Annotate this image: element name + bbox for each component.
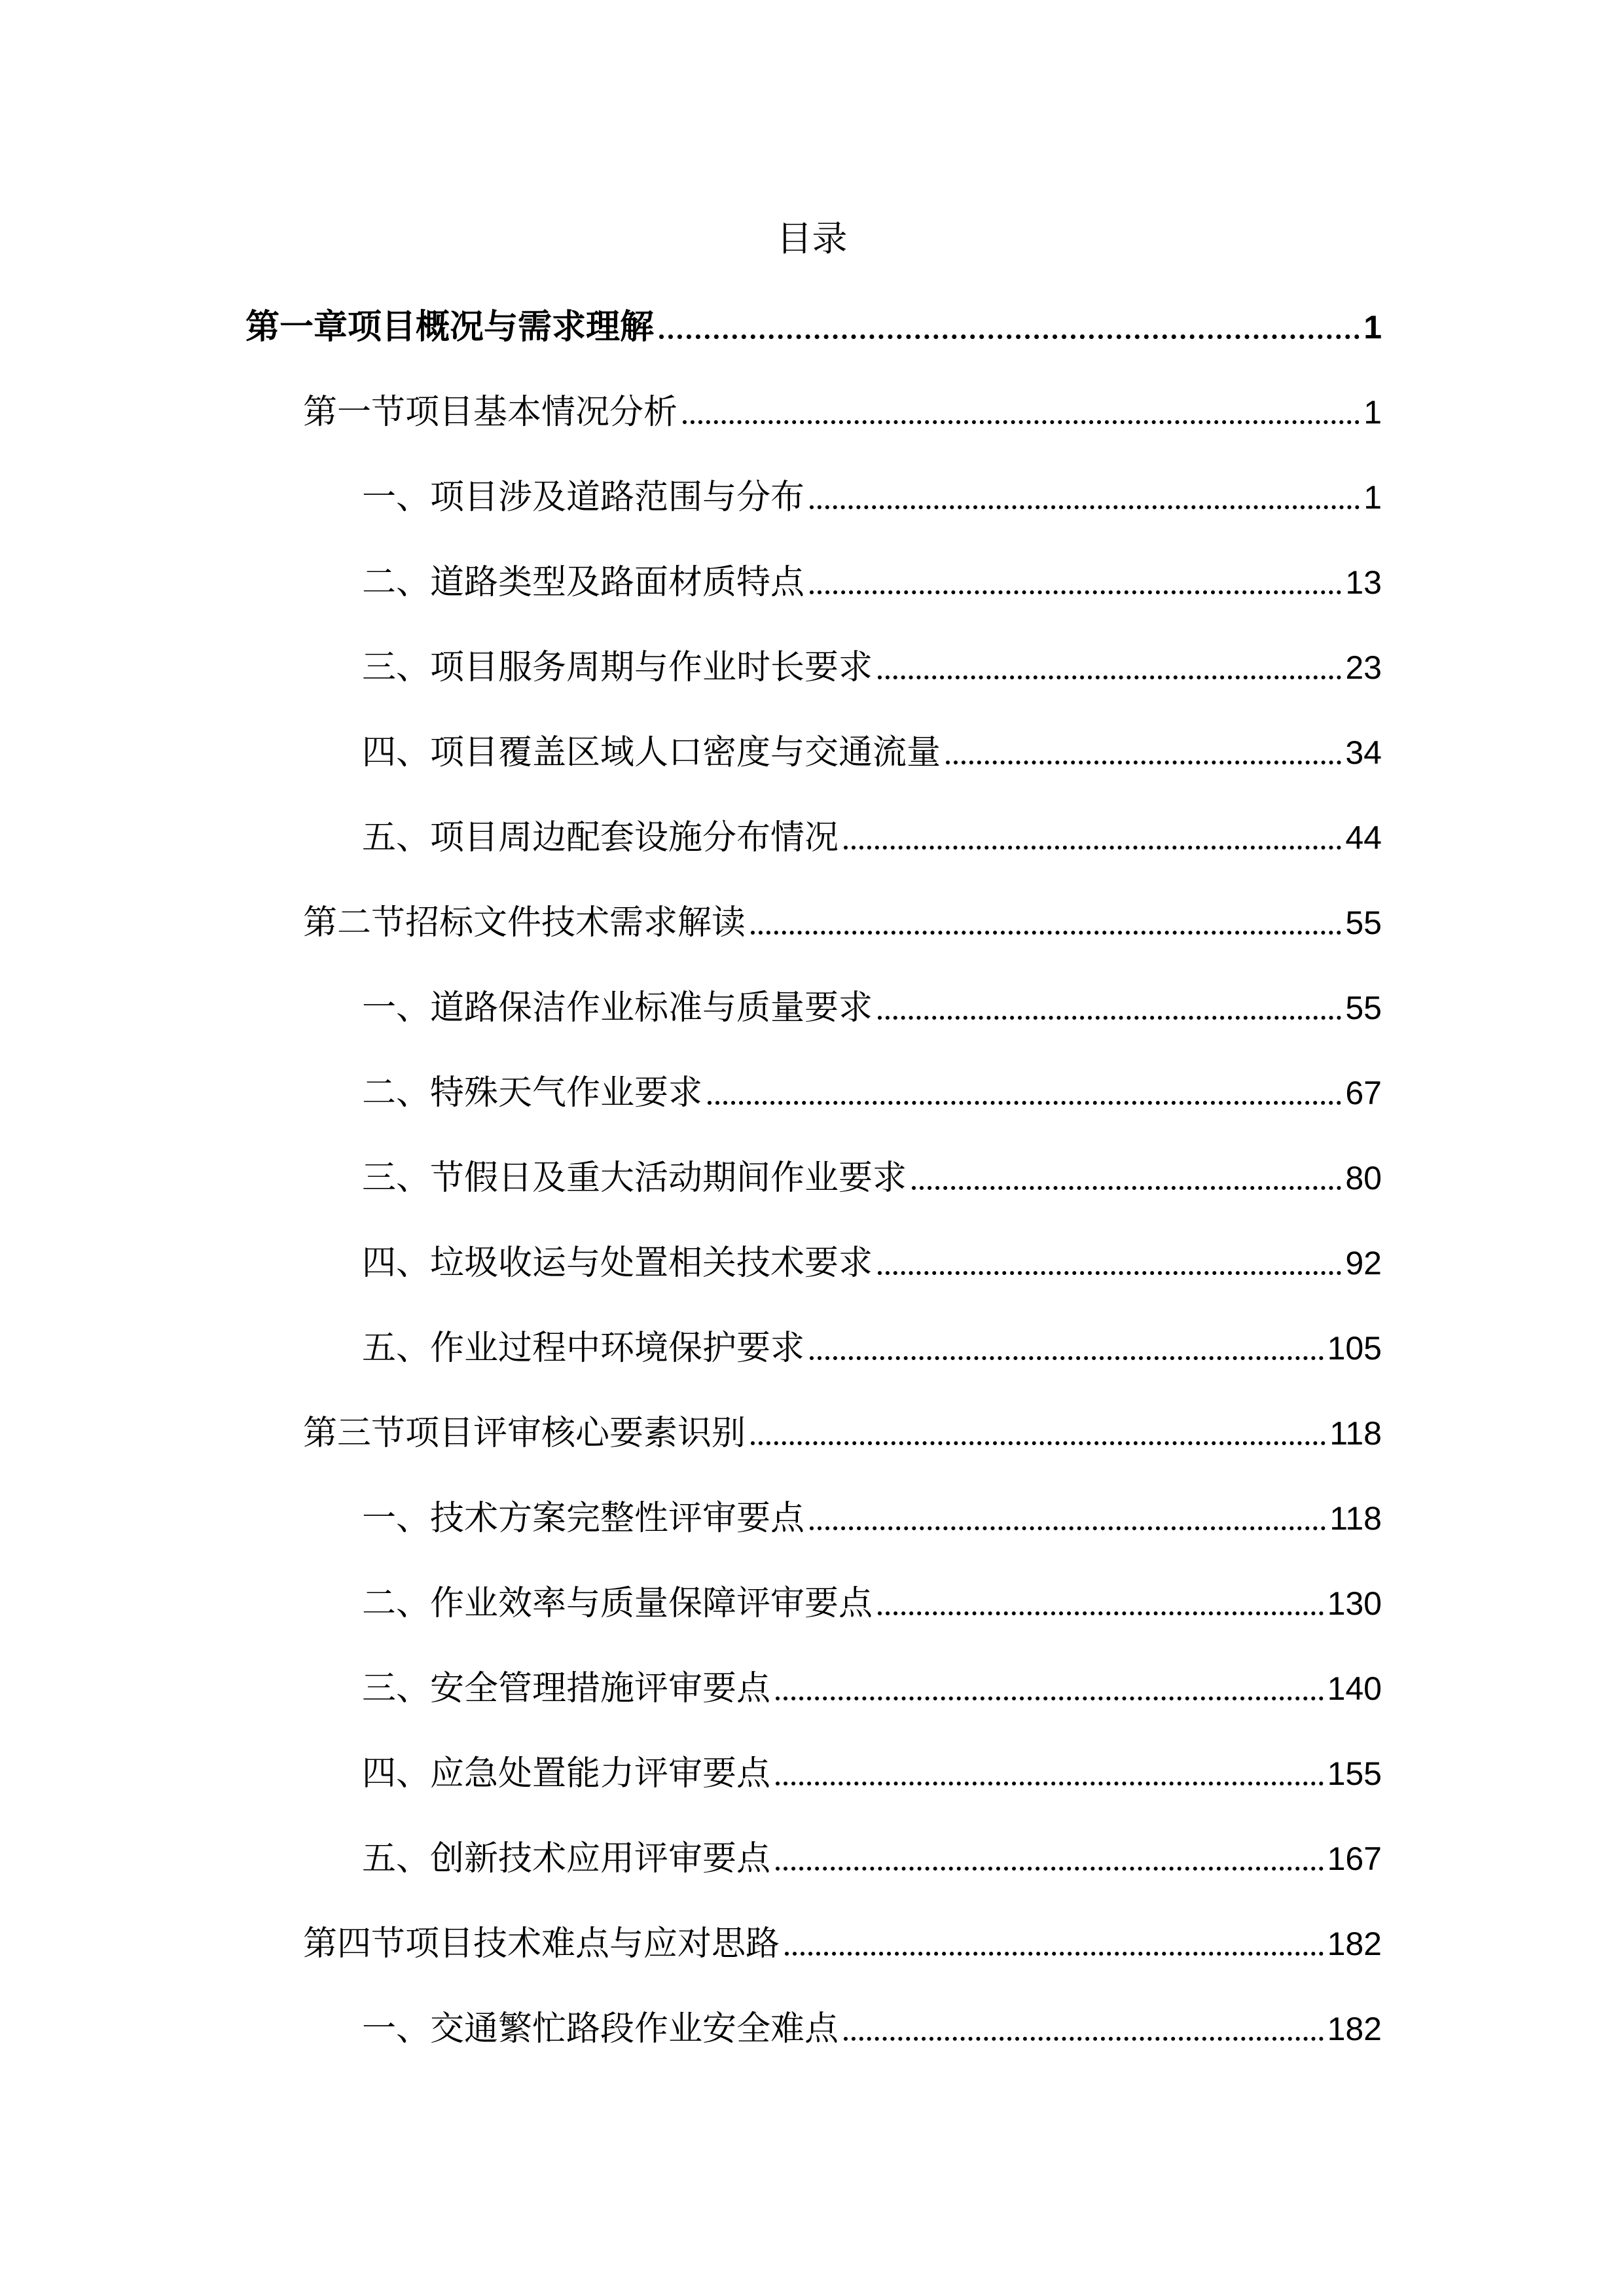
toc-page-number: 140: [1327, 1670, 1382, 1707]
toc-page-number: 1: [1363, 394, 1382, 431]
toc-entry-text: 一、技术方案完整性评审要点: [362, 1499, 805, 1538]
toc-page-number: 182: [1327, 2011, 1382, 2047]
toc-entry-text: 二、作业效率与质量保障评审要点: [362, 1584, 873, 1623]
toc-entry-text: 第四节项目技术难点与应对思路: [303, 1924, 780, 1964]
toc-entry-text: 三、项目服务周期与作业时长要求: [362, 648, 873, 687]
toc-dot-leader: [810, 505, 1360, 509]
toc-entry-item[interactable]: [362, 641, 1382, 694]
toc-entry-text: 一、项目涉及道路范围与分布: [362, 478, 805, 517]
toc-page-number: 118: [1329, 1500, 1382, 1537]
toc-page-number: 23: [1345, 649, 1382, 686]
toc-page-number: 155: [1327, 1755, 1382, 1792]
toc-entry-text: 第三节项目评审核心要素识别: [303, 1414, 746, 1453]
toc-entry-text: 五、创新技术应用评审要点: [362, 1839, 771, 1878]
toc-page-number: 67: [1345, 1075, 1382, 1111]
toc-entry-item[interactable]: [362, 1152, 1382, 1204]
toc-entry-item[interactable]: [362, 1662, 1382, 1715]
toc-entry-text: 三、安全管理措施评审要点: [362, 1669, 771, 1708]
toc-dot-leader: [878, 1271, 1341, 1275]
toc-dot-leader: [751, 1441, 1326, 1445]
toc-dot-leader: [659, 334, 1360, 339]
toc-entry-text: 五、项目周边配套设施分布情况: [362, 818, 839, 857]
toc-page-number: 182: [1327, 1926, 1382, 1962]
toc-dot-leader: [683, 420, 1360, 424]
toc-entry-item[interactable]: [362, 1237, 1382, 1289]
toc-page-number: 55: [1345, 990, 1382, 1026]
toc-entry-item[interactable]: [362, 812, 1382, 864]
toc-entry-item[interactable]: [362, 1067, 1382, 1119]
page-title: 目录: [776, 218, 848, 259]
toc-page-number: 92: [1345, 1245, 1382, 1282]
toc-entry-section[interactable]: [303, 1407, 1382, 1460]
toc-page-number: 80: [1345, 1160, 1382, 1196]
toc-entry-item[interactable]: [362, 726, 1382, 779]
toc-entry-item[interactable]: [362, 2003, 1382, 2055]
toc-dot-leader: [776, 1696, 1324, 1700]
toc-entry-item[interactable]: [362, 1833, 1382, 1885]
toc-entry-text: 五、作业过程中环境保护要求: [362, 1329, 805, 1368]
toc-entry-text: 二、特殊天气作业要求: [362, 1073, 703, 1113]
toc-dot-leader: [878, 1611, 1324, 1615]
toc-entry-text: 第一章项目概况与需求理解: [245, 308, 655, 347]
toc-entry-item[interactable]: [362, 471, 1382, 524]
toc-page-number: 167: [1327, 1840, 1382, 1877]
toc-page-number: 1: [1363, 479, 1382, 516]
toc-entry-text: 二、道路类型及路面材质特点: [362, 563, 805, 602]
toc-entry-text: 四、应急处置能力评审要点: [362, 1754, 771, 1793]
toc-entry-item[interactable]: [362, 1577, 1382, 1630]
toc-page-number: 105: [1327, 1330, 1382, 1367]
toc-dot-leader: [785, 1952, 1324, 1956]
toc-entry-text: 第一节项目基本情况分析: [303, 393, 678, 432]
toc-dot-leader: [878, 675, 1341, 679]
toc-page-number: 13: [1345, 564, 1382, 601]
toc-dot-leader: [776, 1782, 1324, 1785]
toc-page-number: 130: [1327, 1585, 1382, 1622]
toc-entry-item[interactable]: [362, 1748, 1382, 1800]
toc-entry-text: 四、垃圾收运与处置相关技术要求: [362, 1244, 873, 1283]
toc-page-number: 34: [1345, 734, 1382, 771]
toc-entry-chapter[interactable]: [245, 301, 1382, 353]
toc-entry-text: 三、节假日及重大活动期间作业要求: [362, 1158, 907, 1198]
toc-dot-leader: [810, 1356, 1324, 1360]
toc-dot-leader: [708, 1101, 1341, 1105]
toc-page-number: 118: [1329, 1415, 1382, 1452]
toc-dot-leader: [844, 846, 1341, 850]
toc-entry-section[interactable]: [303, 386, 1382, 439]
toc-page-number: 55: [1345, 905, 1382, 941]
toc-entry-text: 一、道路保洁作业标准与质量要求: [362, 988, 873, 1028]
toc-entry-section[interactable]: [303, 1918, 1382, 1970]
toc-entry-item[interactable]: [362, 1322, 1382, 1374]
toc-entry-section[interactable]: [303, 897, 1382, 949]
toc-entry-item[interactable]: [362, 1492, 1382, 1545]
toc-page-number: 44: [1345, 819, 1382, 856]
toc-dot-leader: [810, 590, 1341, 594]
toc-dot-leader: [844, 2037, 1324, 2041]
toc-dot-leader: [912, 1186, 1341, 1190]
toc-dot-leader: [776, 1867, 1324, 1871]
toc-entry-item[interactable]: [362, 982, 1382, 1034]
toc-page-number: 1: [1363, 309, 1382, 346]
toc-dot-leader: [878, 1016, 1341, 1020]
toc-dot-leader: [810, 1526, 1326, 1530]
toc-entry-text: 一、交通繁忙路段作业安全难点: [362, 2009, 839, 2049]
toc-dot-leader: [751, 931, 1341, 935]
toc-dot-leader: [946, 761, 1341, 764]
toc-entry-text: 第二节招标文件技术需求解读: [303, 903, 746, 942]
toc-entry-text: 四、项目覆盖区域人口密度与交通流量: [362, 733, 941, 772]
toc-entry-item[interactable]: [362, 556, 1382, 609]
